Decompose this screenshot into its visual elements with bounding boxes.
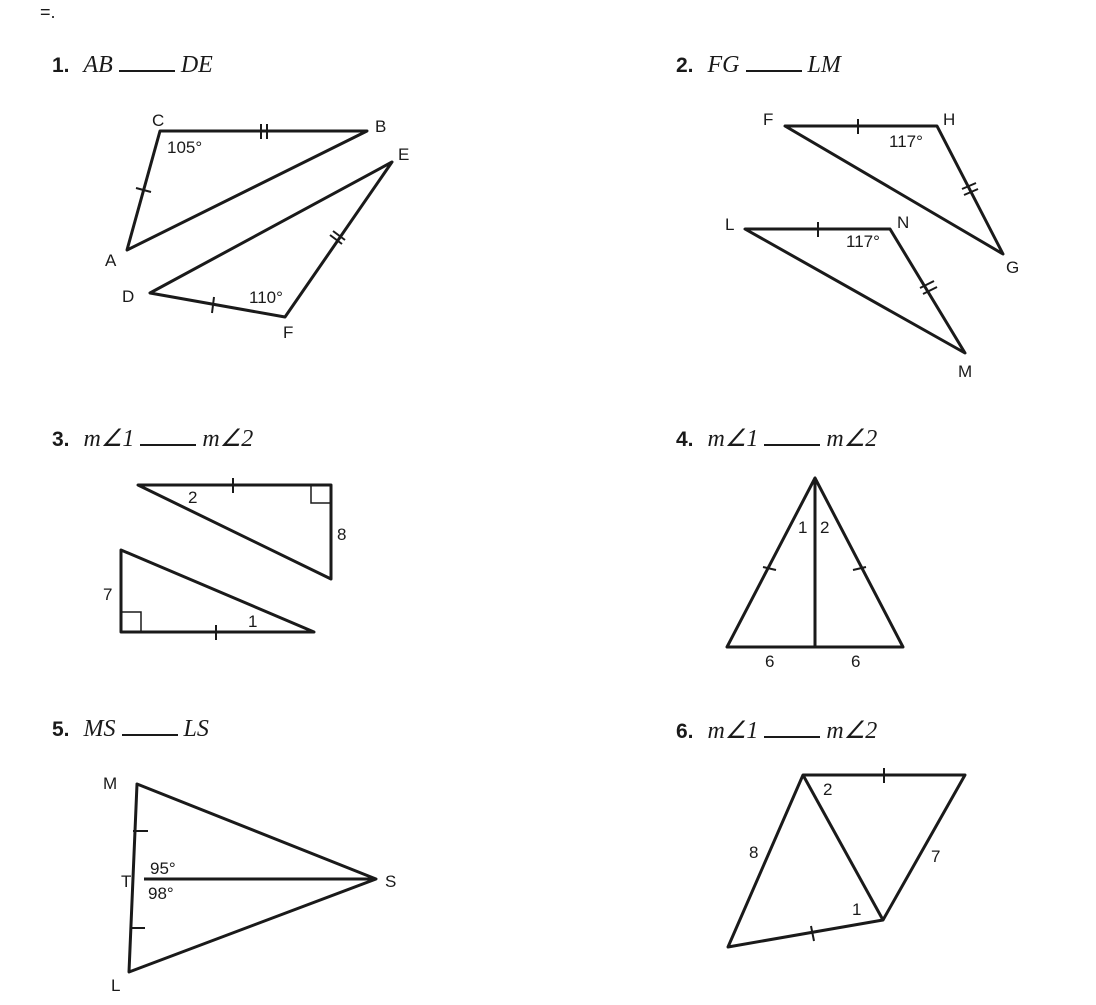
right-angle-mark: [121, 612, 141, 632]
problem-number: 1.: [52, 54, 70, 77]
vertex-e-label: E: [398, 145, 410, 164]
vertex-l-label: L: [111, 976, 121, 995]
angle-1-label: 1: [852, 900, 862, 919]
diagonal: [803, 775, 883, 920]
angle-h-label: 117°: [889, 132, 923, 151]
vertex-m-label: M: [958, 362, 973, 381]
vertex-d-label: D: [122, 287, 135, 306]
vertex-a-label: A: [105, 251, 117, 270]
vertex-l-label: L: [725, 215, 735, 234]
figure-1: [105, 111, 409, 342]
angle-c-label: 105°: [167, 138, 203, 157]
tick-mark: [212, 297, 214, 313]
compare-right: DE: [180, 52, 213, 78]
vertex-b-label: B: [375, 117, 387, 136]
figure-2: [725, 110, 1019, 381]
compare-left: FG: [707, 52, 740, 78]
quadrilateral: [728, 775, 965, 947]
figure-3: [103, 478, 346, 640]
angle-95-label: 95°: [150, 859, 176, 878]
triangle-lower: [121, 550, 314, 632]
vertex-t-label: T: [121, 872, 132, 891]
problem-number: 3.: [52, 428, 70, 451]
problem-number: 4.: [676, 428, 694, 451]
vertex-h-label: H: [943, 110, 956, 129]
problem-number: 5.: [52, 718, 70, 741]
side-8-label: 8: [337, 525, 347, 544]
side-8-label: 8: [749, 843, 759, 862]
side-7-label: 7: [931, 847, 941, 866]
vertex-c-label: C: [152, 111, 165, 130]
compare-right: m∠2: [202, 426, 254, 452]
base-left-label: 6: [765, 652, 775, 671]
angle-1-label: 1: [798, 518, 808, 537]
figure-4: [727, 478, 903, 671]
figure-5: [103, 774, 396, 995]
compare-right: m∠2: [826, 426, 878, 452]
vertex-m-label: M: [103, 774, 118, 793]
triangle-abc: [127, 131, 367, 250]
vertex-g-label: G: [1006, 258, 1020, 277]
compare-left: m∠1: [707, 426, 759, 452]
right-angle-mark: [311, 485, 331, 503]
vertex-f-label: F: [763, 110, 774, 129]
compare-left: m∠1: [83, 426, 135, 452]
compare-right: LS: [183, 716, 209, 742]
angle-2-label: 2: [188, 488, 198, 507]
figure-6: [728, 768, 965, 947]
angle-n-label: 117°: [846, 232, 880, 251]
compare-left: m∠1: [707, 718, 759, 744]
vertex-n-label: N: [897, 213, 910, 232]
angle-2-label: 2: [823, 780, 833, 799]
angle-2-label: 2: [820, 518, 830, 537]
compare-left: AB: [83, 52, 113, 78]
angle-1-label: 1: [248, 612, 258, 631]
angle-98-label: 98°: [148, 884, 174, 903]
problem-number: 6.: [676, 720, 694, 743]
base-right-label: 6: [851, 652, 861, 671]
side-7-label: 7: [103, 585, 113, 604]
triangle-upper: [138, 485, 331, 579]
vertex-s-label: S: [385, 872, 397, 891]
angle-f-label: 110°: [249, 288, 283, 307]
compare-left: MS: [83, 716, 116, 742]
corner-mark: =.: [40, 2, 56, 22]
compare-right: LM: [807, 52, 841, 78]
compare-right: m∠2: [826, 718, 878, 744]
problem-number: 2.: [676, 54, 694, 77]
vertex-f-label: F: [283, 323, 294, 342]
